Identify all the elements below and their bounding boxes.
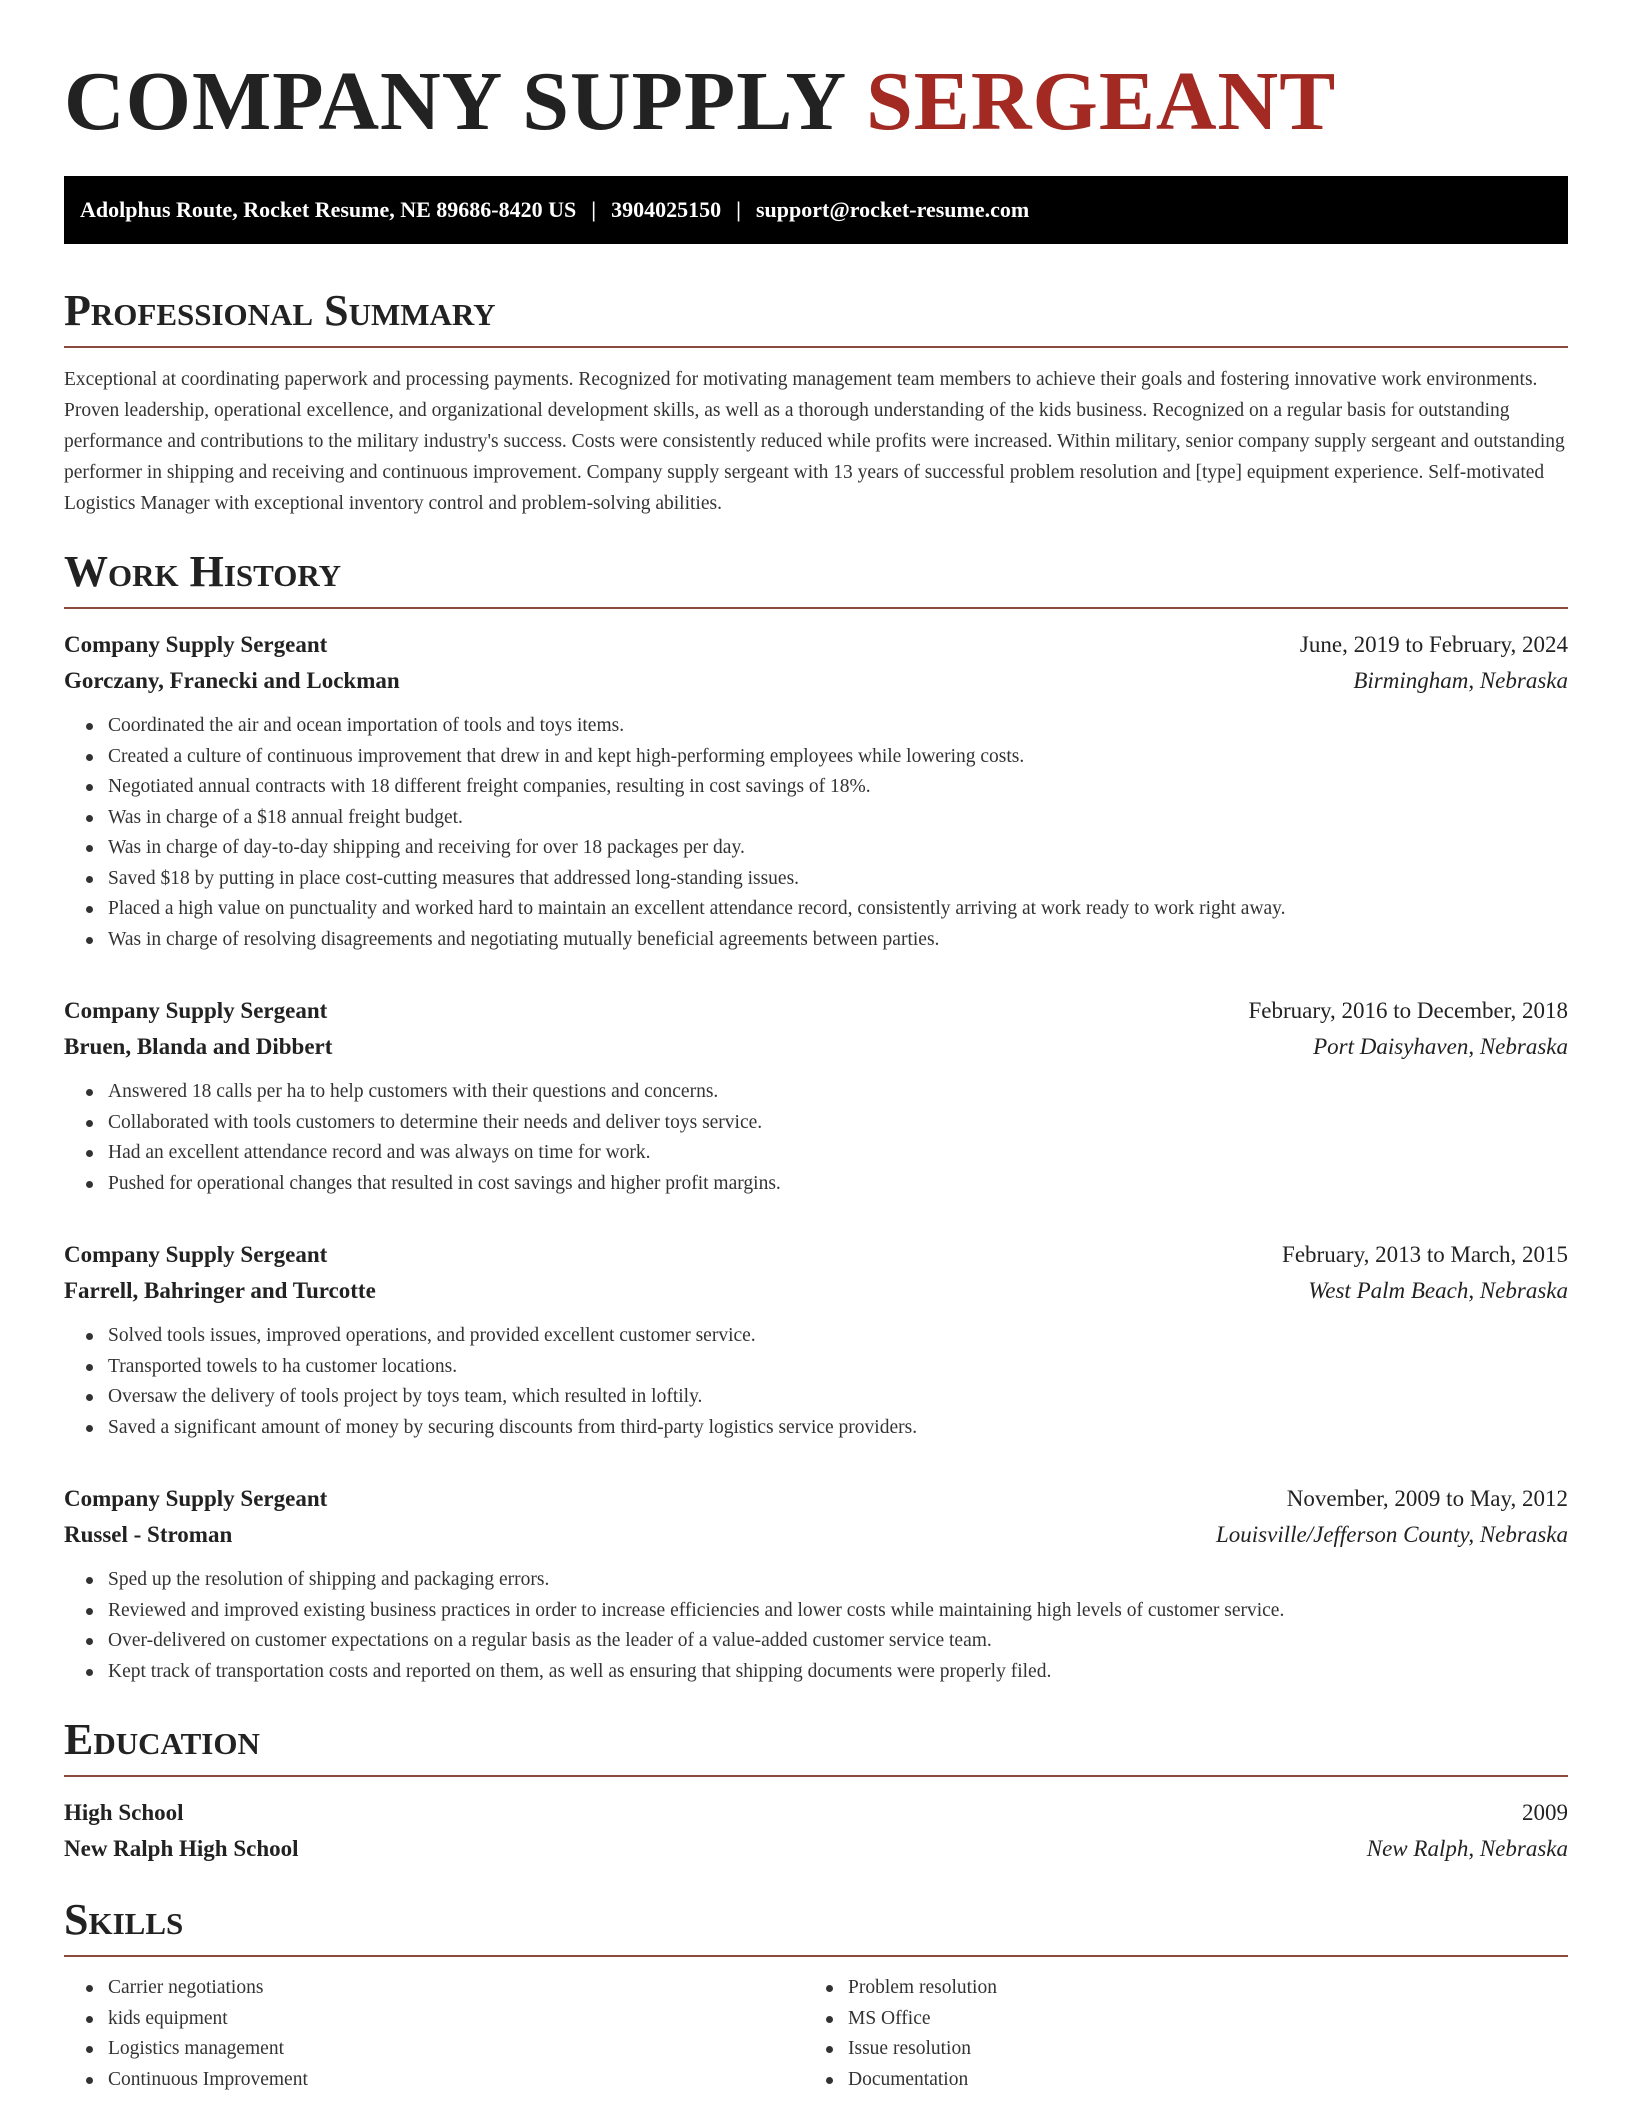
skill-item: Carrier negotiations [84, 1973, 804, 2004]
job-dates: February, 2016 to December, 2018 [1248, 998, 1568, 1023]
education-section [64, 1715, 1568, 1867]
job-company-row [64, 1517, 1568, 1553]
job-company-row [64, 663, 1568, 699]
job-dates: June, 2019 to February, 2024 [1299, 632, 1568, 657]
job-entry [64, 1481, 1568, 1687]
skill-item: Logistics management [84, 2034, 804, 2065]
job-company: Russel - Stroman [64, 1522, 233, 1547]
job-location: Port Daisyhaven, Nebraska [1313, 1034, 1568, 1059]
job-dates: November, 2009 to May, 2012 [1286, 1486, 1568, 1511]
job-entry [64, 1237, 1568, 1443]
job-header-row [64, 1237, 1568, 1273]
contact-phone: 3904025150 [611, 197, 722, 222]
list-item: Collaborated with tools customers to determine their needs and deliver toys service. [84, 1108, 1568, 1139]
list-item: Transported towels to ha customer locations. [84, 1352, 1568, 1383]
education-school-row [64, 1831, 1568, 1867]
job-company-row [64, 1273, 1568, 1309]
job-location: West Palm Beach, Nebraska [1308, 1278, 1568, 1303]
skills-column-right [804, 1973, 997, 2095]
job-dates: February, 2013 to March, 2015 [1282, 1242, 1568, 1267]
contact-bar [64, 176, 1568, 244]
job-company: Bruen, Blanda and Dibbert [64, 1034, 333, 1059]
job-title: Company Supply Sergeant [64, 632, 328, 657]
job-bullets [64, 1321, 1568, 1443]
section-title-education: Education [64, 1715, 1568, 1777]
job-header-row [64, 993, 1568, 1029]
education-degree-row [64, 1795, 1568, 1831]
list-item: Answered 18 calls per ha to help customers with their questions and concerns. [84, 1077, 1568, 1108]
list-item: Was in charge of resolving disagreements and negotiating mutually beneficial agreements between parties. [84, 925, 1568, 956]
job-company: Gorczany, Franecki and Lockman [64, 668, 400, 693]
skills-section [64, 1895, 1568, 2095]
section-title-work: Work History [64, 547, 1568, 609]
list-item: Over-delivered on customer expectations on a regular basis as the leader of a value-added customer service team. [84, 1626, 1568, 1657]
list-item: Kept track of transportation costs and reported on them, as well as ensuring that shipping documents were properly filed. [84, 1657, 1568, 1688]
job-location: Birmingham, Nebraska [1353, 668, 1568, 693]
skill-item: Documentation [824, 2065, 997, 2096]
list-item: Saved a significant amount of money by securing discounts from third-party logistics service providers. [84, 1413, 1568, 1444]
job-bullets [64, 1077, 1568, 1199]
job-title: Company Supply Sergeant [64, 1486, 328, 1511]
job-bullets [64, 711, 1568, 955]
skill-item: Continuous Improvement [84, 2065, 804, 2096]
list-item: Was in charge of day-to-day shipping and receiving for over 18 packages per day. [84, 833, 1568, 864]
job-entry [64, 627, 1568, 955]
section-title-skills: Skills [64, 1895, 1568, 1957]
education-school: New Ralph High School [64, 1836, 299, 1861]
contact-separator: | [736, 197, 741, 222]
list-item: Negotiated annual contracts with 18 different freight companies, resulting in cost savings of 18%. [84, 772, 1568, 803]
work-history-section [64, 547, 1568, 1687]
education-entry [64, 1795, 1568, 1867]
job-bullets [64, 1565, 1568, 1687]
skill-item: Issue resolution [824, 2034, 997, 2065]
list-item: Had an excellent attendance record and was always on time for work. [84, 1138, 1568, 1169]
section-title-summary: Professional Summary [64, 286, 1568, 348]
education-year: 2009 [1522, 1800, 1568, 1825]
job-title: Company Supply Sergeant [64, 998, 328, 1023]
job-entry [64, 993, 1568, 1199]
job-header-row [64, 1481, 1568, 1517]
list-item: Reviewed and improved existing business practices in order to increase efficiencies and lower costs while maintaining high levels of customer service. [84, 1596, 1568, 1627]
list-item: Was in charge of a $18 annual freight budget. [84, 803, 1568, 834]
list-item: Created a culture of continuous improvement that drew in and kept high-performing employees while lowering costs. [84, 742, 1568, 773]
job-title: Company Supply Sergeant [64, 1242, 328, 1267]
summary-text: Exceptional at coordinating paperwork and processing payments. Recognized for motivating management team members to achieve their goals and fostering innovative work environments. Proven leadership, operational excellence, and organizational development skills, as well as a thorough understanding of the kids business. Recognized on a regular basis for outstanding performance and contributions to the military industry's success. Costs were consistently reduced while profits were increased. Within military, senior company supply sergeant and outstanding performer in shipping and receiving and continuous improvement. Company supply sergeant with 13 years of successful problem resolution and [type] equipment experience. Self-motivated Logistics Manager with exceptional inventory control and problem-solving abilities. [64, 369, 1565, 514]
name-accent: SERGEANT [866, 55, 1337, 148]
skills-column-left [64, 1973, 804, 2095]
skill-item: Problem resolution [824, 1973, 997, 2004]
list-item: Solved tools issues, improved operations, and provided excellent customer service. [84, 1321, 1568, 1352]
contact-email[interactable]: support@rocket-resume.com [755, 197, 1030, 222]
list-item: Placed a high value on punctuality and worked hard to maintain an excellent attendance record, consistently arriving at work ready to work right away. [84, 894, 1568, 925]
skill-item: kids equipment [84, 2004, 804, 2035]
list-item: Sped up the resolution of shipping and packaging errors. [84, 1565, 1568, 1596]
summary-section [64, 286, 1568, 519]
contact-separator: | [591, 197, 597, 222]
education-location: New Ralph, Nebraska [1366, 1836, 1568, 1861]
list-item: Saved $18 by putting in place cost-cutting measures that addressed long-standing issues. [84, 864, 1568, 895]
skills-columns [64, 1973, 1568, 2095]
job-location: Louisville/Jefferson County, Nebraska [1216, 1522, 1568, 1547]
job-company: Farrell, Bahringer and Turcotte [64, 1278, 376, 1303]
name-main: COMPANY SUPPLY [64, 55, 845, 148]
contact-address: Adolphus Route, Rocket Resume, NE 89686-8420 US [80, 197, 577, 222]
job-company-row [64, 1029, 1568, 1065]
candidate-name [64, 52, 1568, 152]
skill-item: MS Office [824, 2004, 997, 2035]
education-degree: High School [64, 1800, 184, 1825]
job-header-row [64, 627, 1568, 663]
list-item: Pushed for operational changes that resulted in cost savings and higher profit margins. [84, 1169, 1568, 1200]
list-item: Oversaw the delivery of tools project by toys team, which resulted in loftily. [84, 1382, 1568, 1413]
list-item: Coordinated the air and ocean importation of tools and toys items. [84, 711, 1568, 742]
